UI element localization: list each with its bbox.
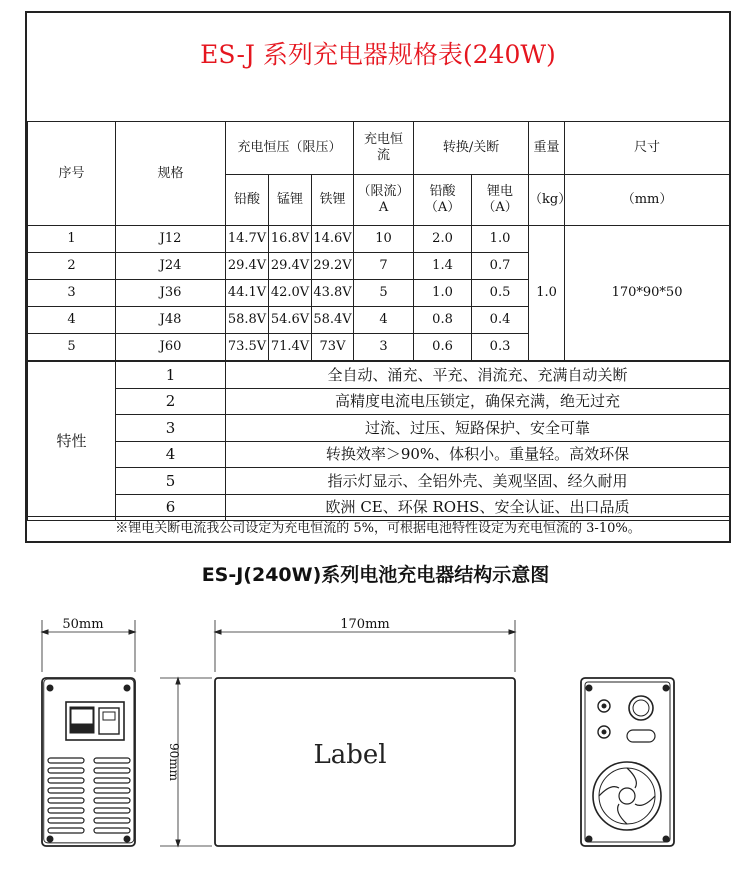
- cell-v-lead: 14.7V: [226, 226, 269, 253]
- label-plate-text: Label: [313, 740, 387, 770]
- structure-diagram: [0, 600, 751, 881]
- cell-v-lead: 73.5V: [226, 334, 269, 362]
- dim-height-label: 90mm: [167, 742, 181, 782]
- sheet-title: ES-J 系列充电器规格表(240W): [200, 40, 556, 69]
- header-weight-unit: （kg）: [529, 175, 565, 226]
- feature-row: [28, 388, 730, 415]
- header-size: 尺寸: [565, 122, 730, 175]
- header-switch-li-unit: （A）: [482, 200, 518, 215]
- feature-text: 指示灯显示、全铝外壳、美观坚固、经久耐用: [226, 468, 730, 495]
- cell-seq: 4: [28, 307, 116, 334]
- header-voltage: 充电恒压（限压）: [226, 122, 354, 175]
- feature-num: 5: [116, 468, 226, 495]
- cell-sw-lead: 0.6: [414, 334, 472, 362]
- footnote: ※锂电关断电流我公司设定为充电恒流的 5%，可根据电池特性设定为充电恒流的 3-10%。: [27, 516, 729, 541]
- header-current-unit: （限流）A: [354, 175, 414, 226]
- cell-sw-li: 0.5: [472, 280, 529, 307]
- spec-table: [27, 121, 730, 521]
- cell-current: 4: [354, 307, 414, 334]
- cell-v-fe: 58.4V: [312, 307, 354, 334]
- cell-v-mn: 16.8V: [269, 226, 312, 253]
- feature-text: 转换效率＞90%、体积小。重量轻。高效环保: [226, 441, 730, 468]
- top-view: [160, 620, 515, 846]
- cell-sw-li: 0.4: [472, 307, 529, 334]
- cell-v-mn: 54.6V: [269, 307, 312, 334]
- cell-sw-lead: 2.0: [414, 226, 472, 253]
- cell-seq: 5: [28, 334, 116, 362]
- cell-v-fe: 29.2V: [312, 253, 354, 280]
- cell-sw-li: 0.3: [472, 334, 529, 362]
- cell-v-mn: 71.4V: [269, 334, 312, 362]
- table-row: [28, 226, 730, 253]
- header-seq: 序号: [28, 122, 116, 226]
- cell-model: J24: [116, 253, 226, 280]
- header-weight: 重量: [529, 122, 565, 175]
- feature-num: 2: [116, 388, 226, 415]
- cell-model: J12: [116, 226, 226, 253]
- header-switch-lead: [414, 175, 472, 226]
- dim-length-label: 170mm: [340, 617, 390, 632]
- cell-current: 5: [354, 280, 414, 307]
- spec-sheet: [25, 11, 731, 543]
- cell-v-fe: 73V: [312, 334, 354, 362]
- header-switch-lead-unit: （A）: [424, 200, 461, 215]
- cell-v-fe: 43.8V: [312, 280, 354, 307]
- cell-sw-li: 0.7: [472, 253, 529, 280]
- header-switch-li-label: 锂电: [487, 184, 514, 200]
- dim-width-label: 50mm: [62, 617, 104, 632]
- feature-row: [28, 468, 730, 495]
- cell-model: J48: [116, 307, 226, 334]
- header-lead-acid: 铅酸: [226, 175, 269, 226]
- cell-seq: 1: [28, 226, 116, 253]
- header-switch-lead-label: 铅酸: [429, 184, 456, 200]
- header-current: [354, 122, 414, 175]
- cell-weight: 1.0: [529, 226, 565, 362]
- feature-text: 过流、过压、短路保护、安全可靠: [226, 415, 730, 442]
- feature-num: 4: [116, 441, 226, 468]
- side-view: [42, 620, 135, 846]
- feature-num: 1: [116, 361, 226, 388]
- cell-model: J36: [116, 280, 226, 307]
- cell-current: 3: [354, 334, 414, 362]
- feature-num: 3: [116, 415, 226, 442]
- cell-v-mn: 42.0V: [269, 280, 312, 307]
- header-mn-li: 锰锂: [269, 175, 312, 226]
- cell-v-fe: 14.6V: [312, 226, 354, 253]
- rear-view: [581, 678, 674, 846]
- features-label: 特性: [28, 361, 116, 521]
- cell-current: 10: [354, 226, 414, 253]
- feature-text: 欧洲 CE、环保 ROHS、安全认证、出口品质: [226, 494, 730, 521]
- feature-row: [28, 415, 730, 442]
- cell-v-lead: 58.8V: [226, 307, 269, 334]
- cell-v-lead: 29.4V: [226, 253, 269, 280]
- header-switch-li: [472, 175, 529, 226]
- feature-row: [28, 361, 730, 388]
- cell-sw-li: 1.0: [472, 226, 529, 253]
- cell-v-mn: 29.4V: [269, 253, 312, 280]
- cell-sw-lead: 1.0: [414, 280, 472, 307]
- header-fe-li: 铁锂: [312, 175, 354, 226]
- cell-seq: 3: [28, 280, 116, 307]
- feature-text: 全自动、涌充、平充、涓流充、充满自动关断: [226, 361, 730, 388]
- cell-size: 170*90*50: [565, 226, 730, 362]
- header-size-unit: （mm）: [565, 175, 730, 226]
- header-current-text: 充电恒流: [364, 132, 404, 163]
- feature-text: 高精度电流电压锁定，确保充满，绝无过充: [226, 388, 730, 415]
- header-switch: 转换/关断: [414, 122, 529, 175]
- diagram-title: ES-J(240W)系列电池充电器结构示意图: [201, 564, 550, 586]
- header-spec: 规格: [116, 122, 226, 226]
- cell-seq: 2: [28, 253, 116, 280]
- title-row: [27, 13, 729, 122]
- cell-current: 7: [354, 253, 414, 280]
- cell-sw-lead: 1.4: [414, 253, 472, 280]
- cell-sw-lead: 0.8: [414, 307, 472, 334]
- cell-model: J60: [116, 334, 226, 362]
- cell-v-lead: 44.1V: [226, 280, 269, 307]
- feature-num: 6: [116, 494, 226, 521]
- feature-row: [28, 441, 730, 468]
